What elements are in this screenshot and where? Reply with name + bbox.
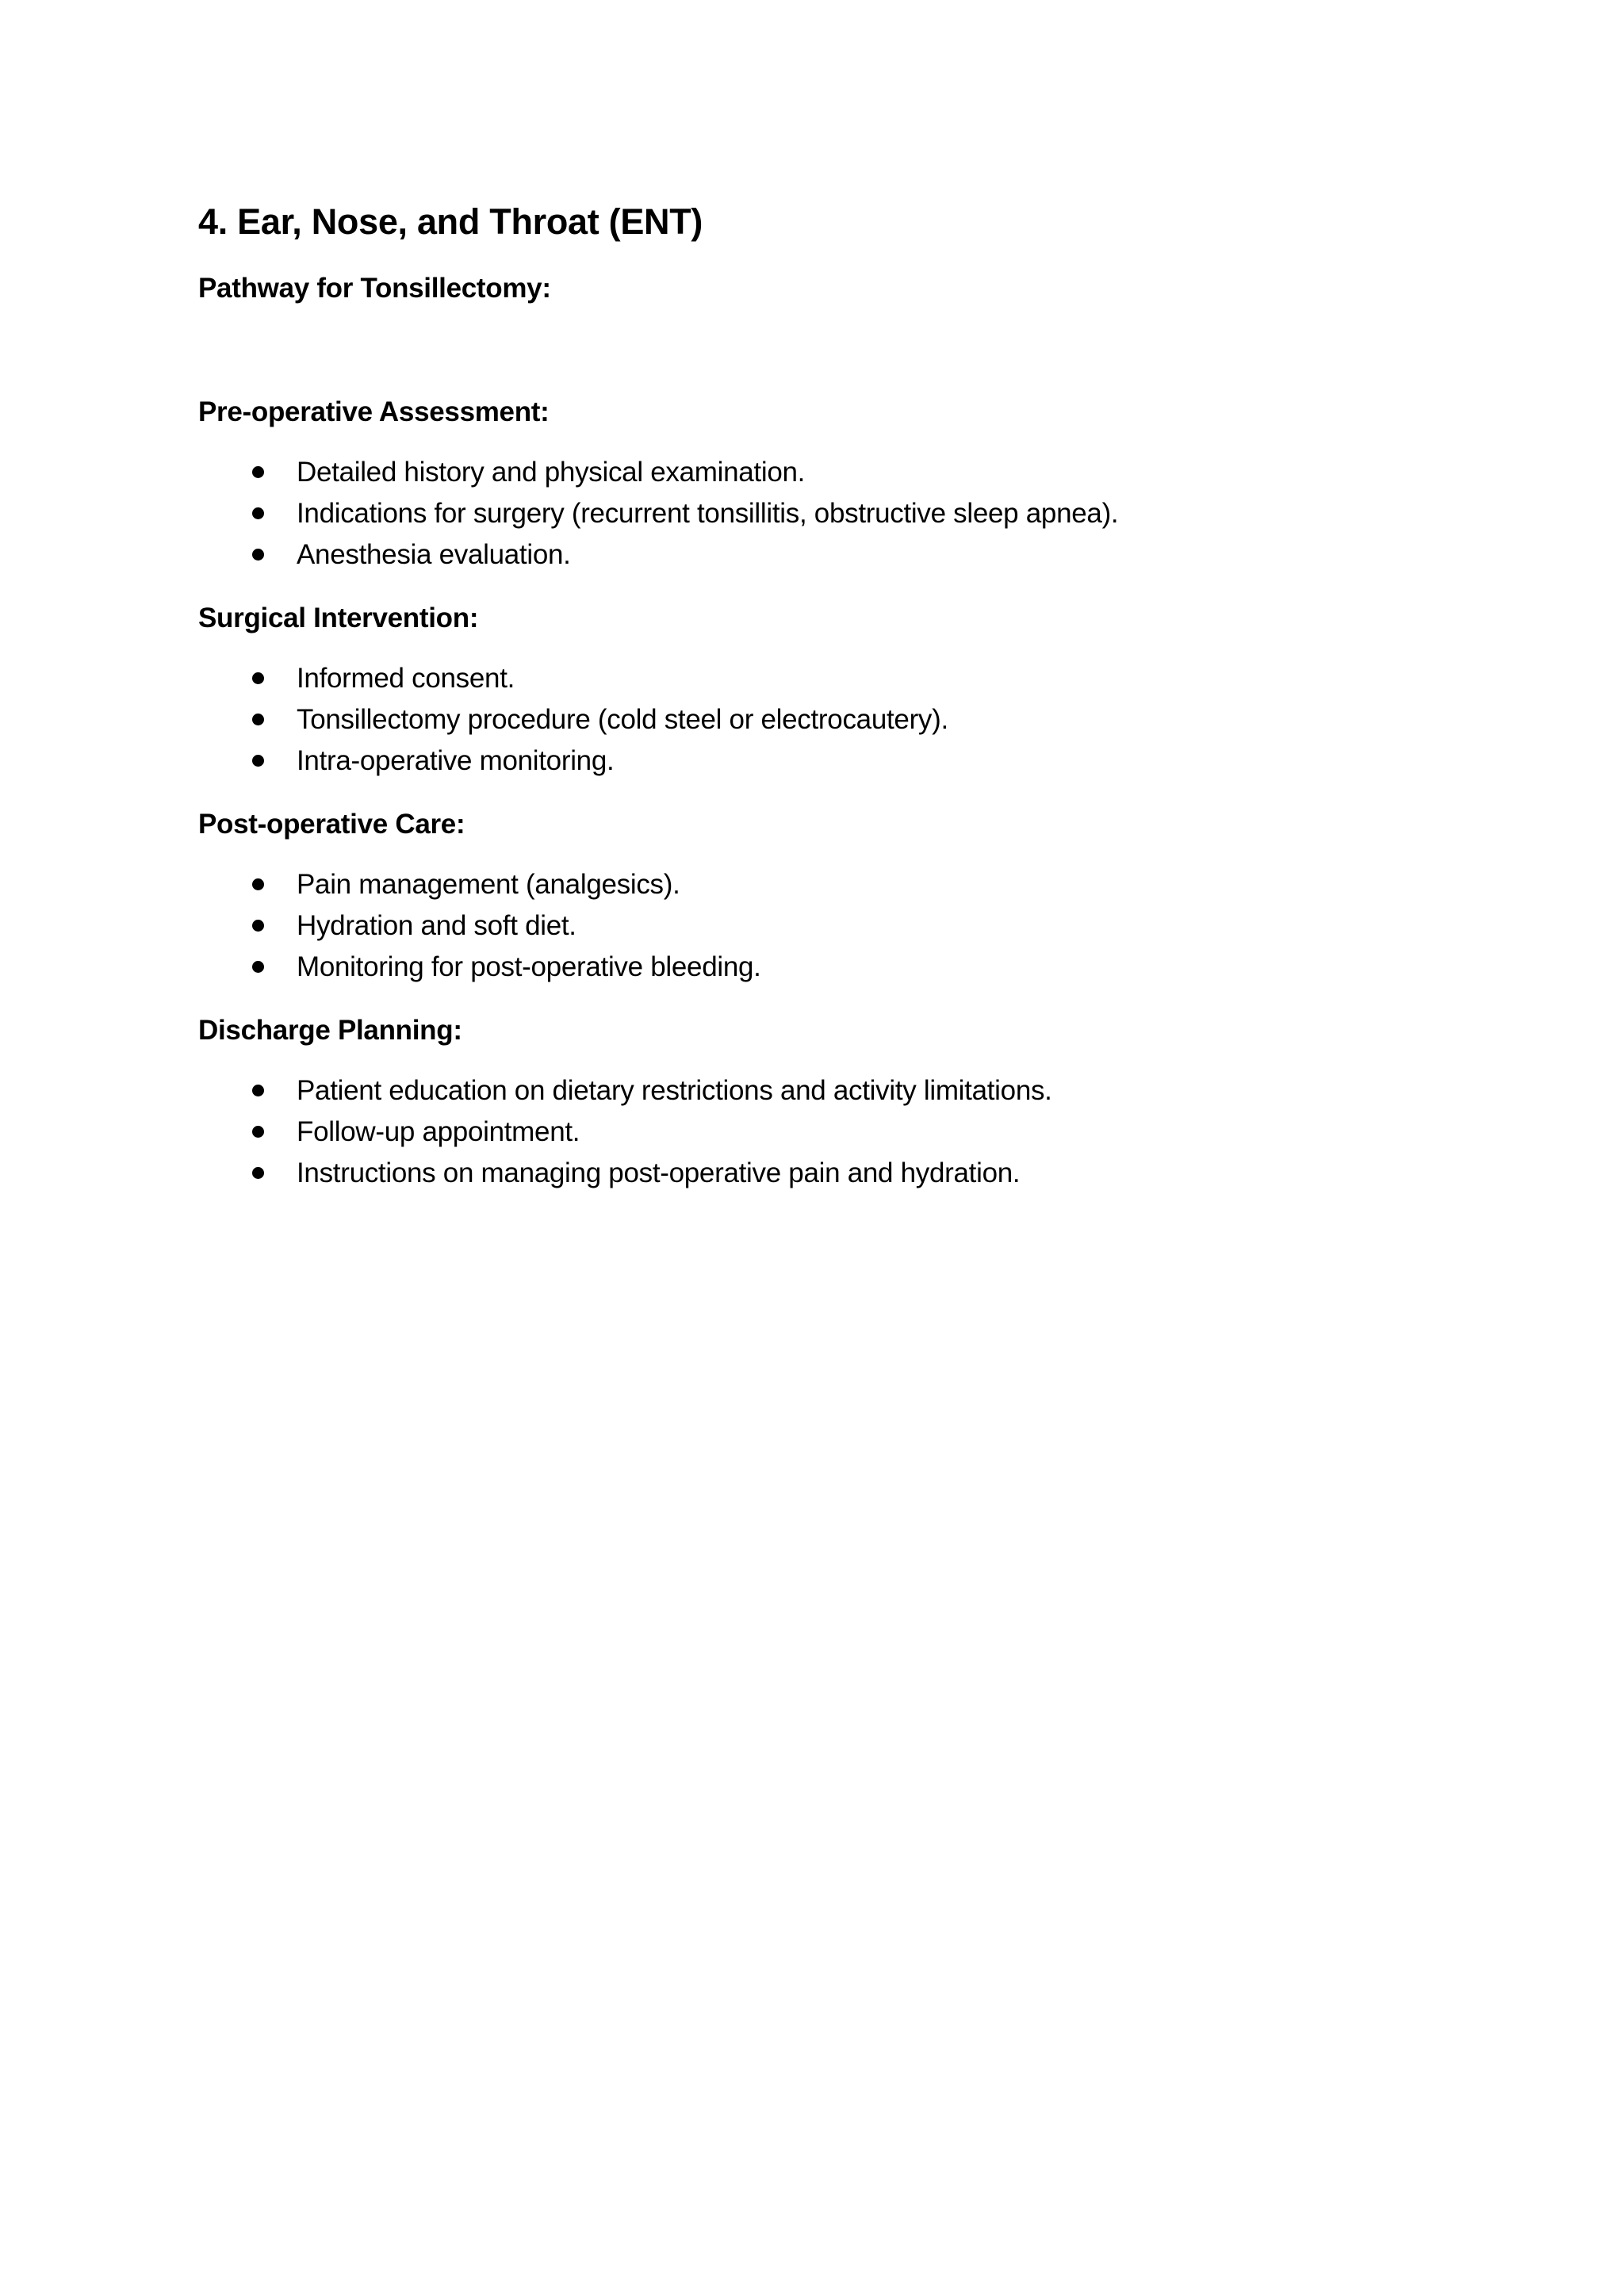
bullet-icon [252,549,264,561]
list-item [198,1153,1435,1194]
document-content [198,197,1435,1194]
section-heading: Pre-operative Assessment: [198,396,550,427]
list-item-text: Pain management (analgesics). [297,869,680,900]
list-item [198,534,1435,576]
list-item-text: Intra-operative monitoring. [297,745,615,776]
section-heading: Post-operative Care: [198,809,465,840]
list-item-text: Tonsillectomy procedure (cold steel or electrocautery). [297,704,948,735]
bullet-icon [252,920,264,932]
bullet-icon [252,507,264,519]
list-item-text: Anesthesia evaluation. [297,539,571,570]
bullet-list [198,864,1435,988]
page-title: 4. Ear, Nose, and Throat (ENT) [198,201,703,242]
section-pre-operative-assessment [198,392,1435,576]
list-item-text: Instructions on managing post-operative pain and hydration. [297,1158,1021,1188]
bullet-icon [252,755,264,767]
list-item [198,947,1435,988]
list-item [198,905,1435,947]
section-post-operative-care [198,804,1435,988]
list-item [198,1070,1435,1112]
list-item-text: Patient education on dietary restrictions and activity limitations. [297,1075,1052,1106]
list-item-text: Hydration and soft diet. [297,910,576,941]
bullet-icon [252,672,264,684]
list-item [198,658,1435,699]
list-item-text: Follow-up appointment. [297,1116,580,1147]
bullet-icon [252,466,264,478]
list-item-text: Informed consent. [297,663,515,694]
pathway-subtitle: Pathway for Tonsillectomy: [198,273,551,304]
bullet-icon [252,1167,264,1179]
list-item-text: Monitoring for post-operative bleeding. [297,951,761,982]
section-heading: Surgical Intervention: [198,603,479,633]
bullet-icon [252,878,264,890]
list-item-text: Indications for surgery (recurrent tonsillitis, obstructive sleep apnea). [297,498,1119,529]
bullet-list [198,658,1435,782]
bullet-icon [252,714,264,725]
list-item [198,864,1435,905]
bullet-list [198,1070,1435,1194]
bullet-list [198,452,1435,576]
list-item [198,740,1435,782]
list-item-text: Detailed history and physical examination. [297,457,806,488]
list-item [198,452,1435,493]
section-discharge-planning [198,1010,1435,1194]
bullet-icon [252,1085,264,1096]
list-item [198,699,1435,740]
section-surgical-intervention [198,598,1435,782]
list-item [198,1112,1435,1153]
list-item [198,493,1435,534]
bullet-icon [252,1126,264,1138]
section-heading: Discharge Planning: [198,1015,462,1046]
bullet-icon [252,961,264,973]
